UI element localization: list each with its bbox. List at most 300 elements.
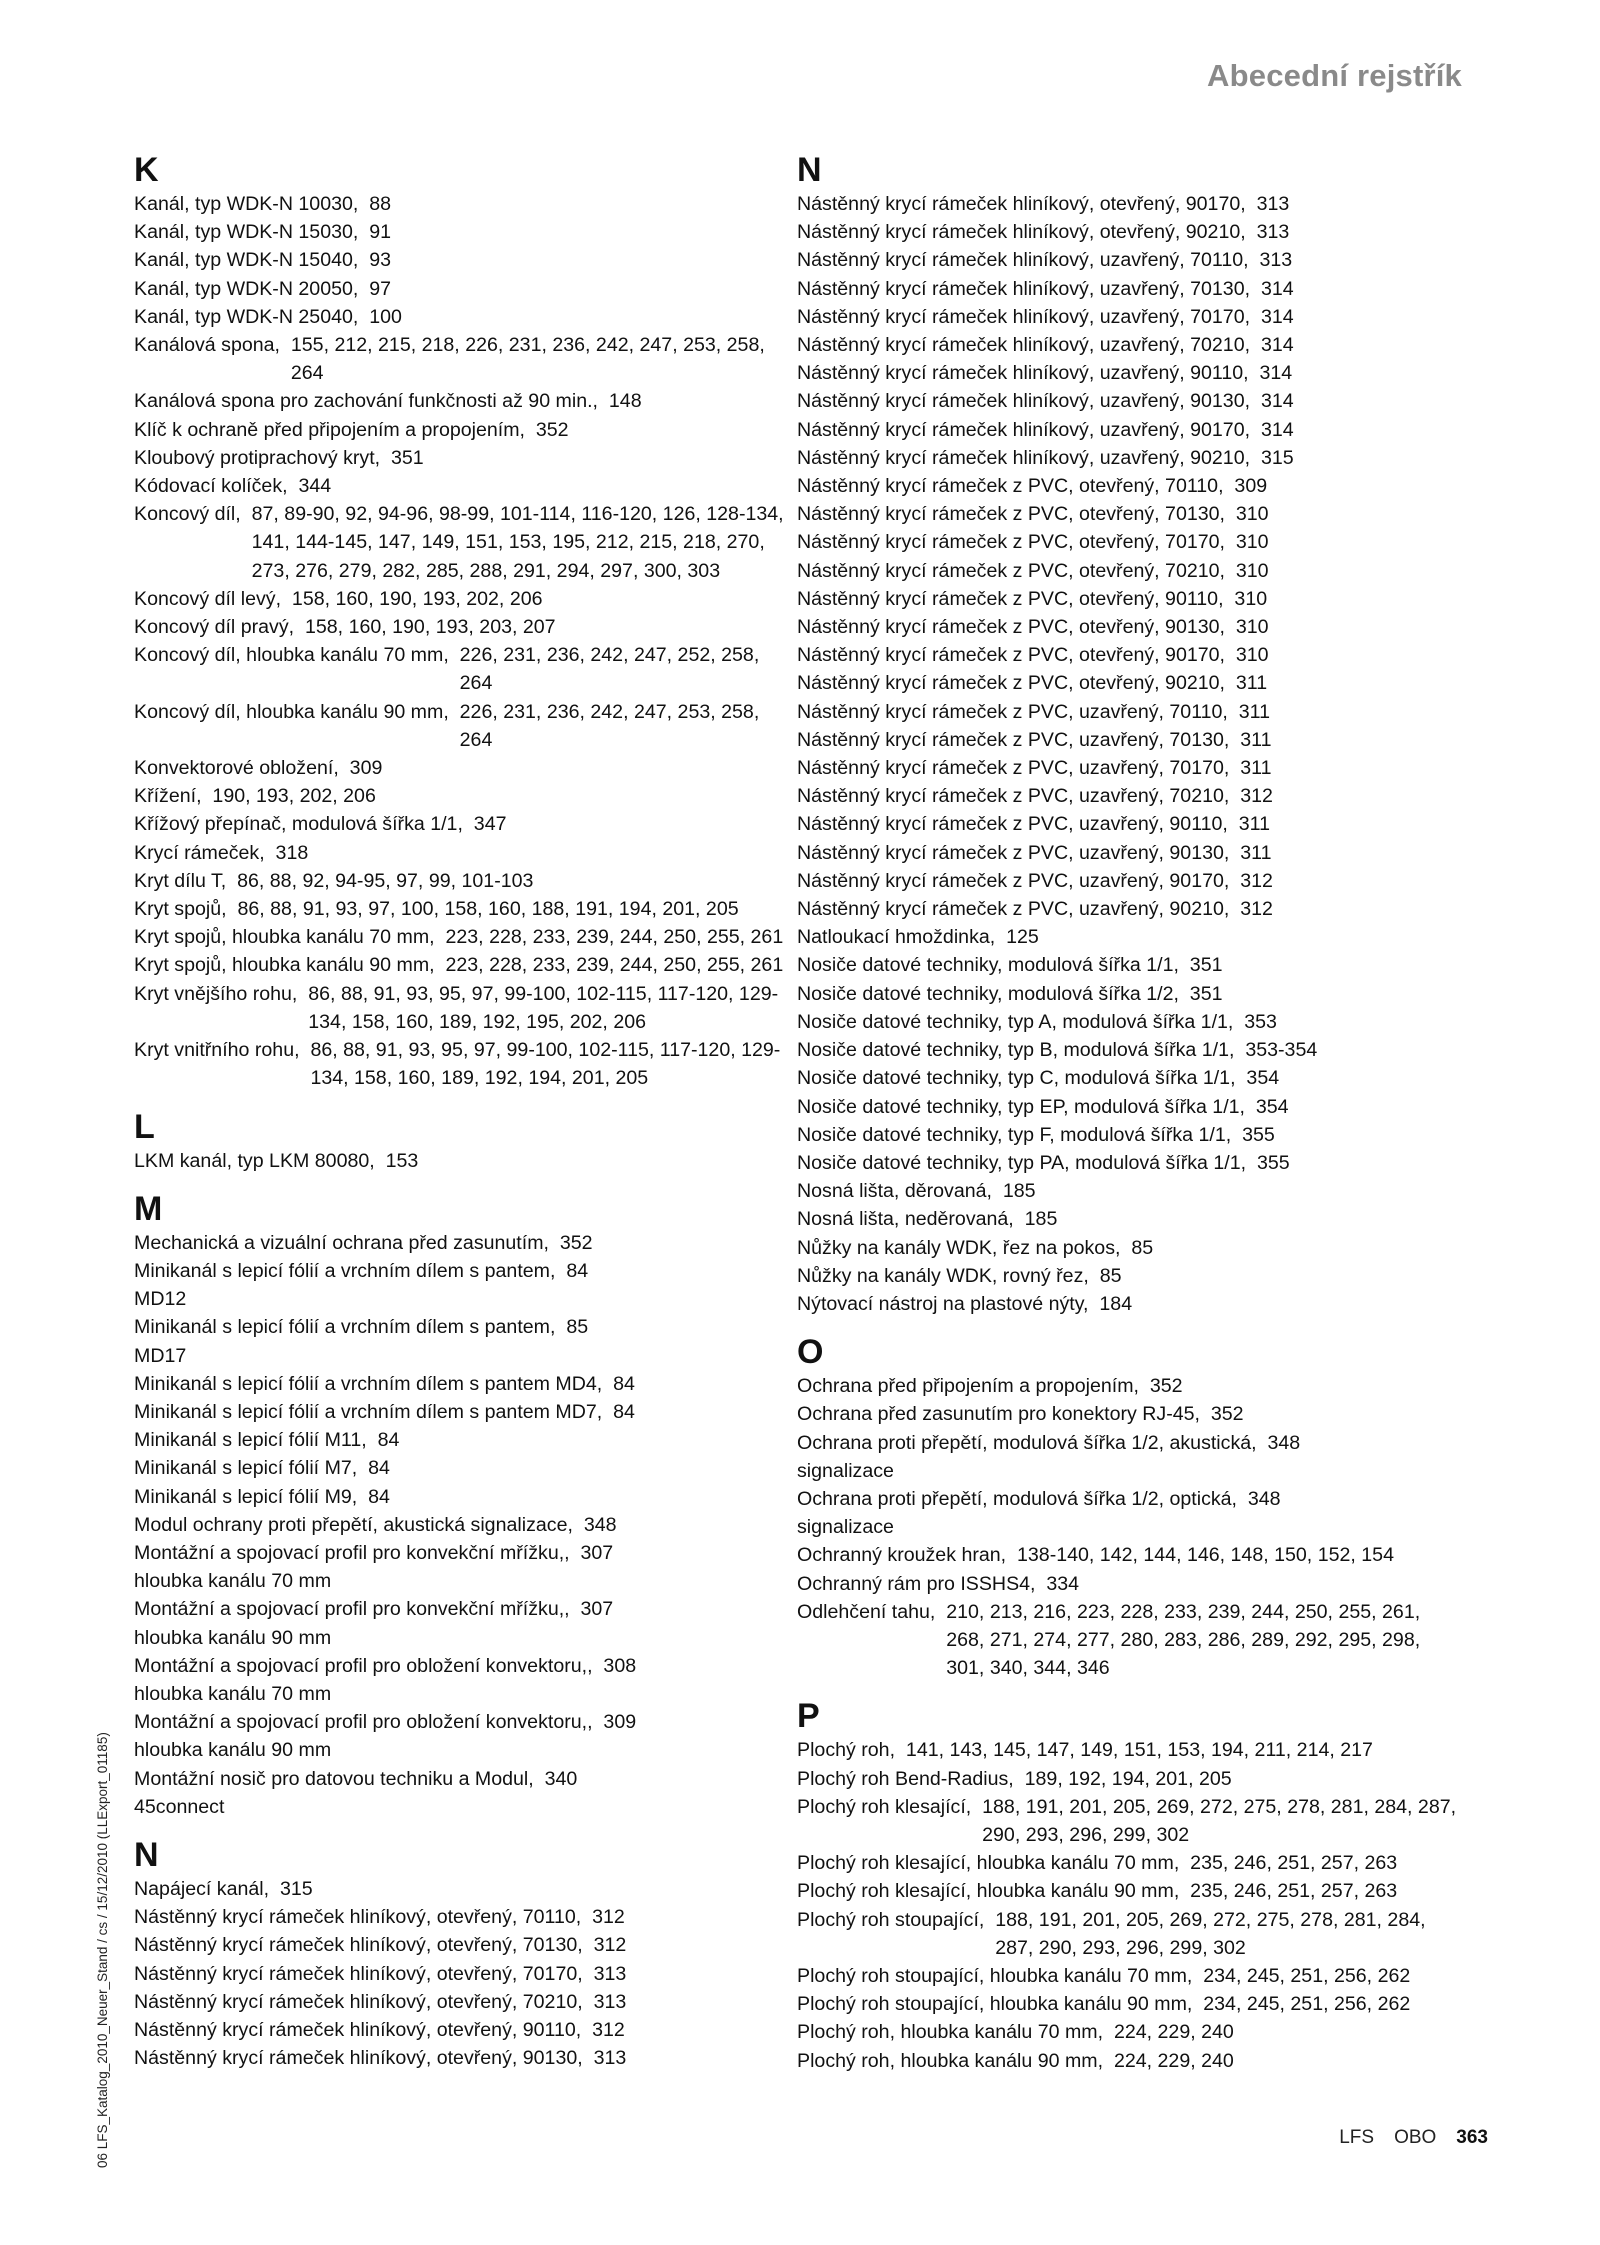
- entry-term: Nosiče datové techniky, typ A, modulová šířka 1/1,: [797, 1010, 1234, 1033]
- entry-pages: 352: [1149, 1375, 1183, 1398]
- entry-pages: 86, 88, 91, 93, 97, 100, 158, 160, 188, 191, 194, 201, 205: [237, 898, 739, 921]
- index-entry: [797, 528, 1457, 556]
- page-number: 363: [1456, 2127, 1488, 2148]
- index-entry: [797, 669, 1457, 697]
- index-entry: [797, 1177, 1457, 1205]
- entry-term: Nůžky na kanály WDK, řez na pokos,: [797, 1236, 1121, 1259]
- entry-term: Koncový díl, hloubka kanálu 70 mm,: [134, 644, 449, 667]
- entry-pages: 314: [1260, 277, 1294, 300]
- index-entry: [797, 1008, 1457, 1036]
- index-entry: [797, 613, 1457, 641]
- entry-term: Nosiče datové techniky, modulová šířka 1/1,: [797, 954, 1179, 977]
- entry-pages: 310: [1235, 503, 1269, 526]
- entry-pages: 309: [1234, 475, 1268, 498]
- entry-pages: 351: [391, 446, 424, 469]
- entry-term: Nosiče datové techniky, typ PA, modulová šířka 1/1,: [797, 1151, 1247, 1174]
- entry-pages: 312: [592, 1906, 625, 1929]
- index-column-left: [134, 150, 794, 2086]
- entry-pages: 155, 212, 215, 218, 226, 231, 236, 242, 247, 253, 258, 264: [290, 334, 765, 385]
- index-entry: [797, 1598, 1457, 1683]
- entry-pages: 148: [608, 390, 642, 413]
- entry-term: Montážní a spojovací profil pro konvekční mřížku,,: [134, 1598, 570, 1621]
- entry-pages: 210, 213, 216, 223, 228, 233, 239, 244, 250, 255, 261, 268, 271, 274, 277, 280, 283, 286, 289, 292, 295, 298, 301, 340, 344, 346: [946, 1600, 1421, 1680]
- entry-pages: 312: [1240, 785, 1273, 808]
- entry-term: Nástěnný krycí rámeček z PVC, uzavřený, 70110,: [797, 700, 1228, 723]
- index-entry: [797, 359, 1457, 387]
- entry-term: Modul ochrany proti přepětí, akustická signalizace,: [134, 1513, 573, 1536]
- index-entry: [797, 1064, 1457, 1092]
- index-entry: [134, 1931, 794, 1959]
- index-section: [797, 1332, 1457, 1682]
- entry-term: Nástěnný krycí rámeček z PVC, otevřený, 70110,: [797, 475, 1224, 498]
- entry-term: Kryt dílu T,: [134, 869, 227, 892]
- index-entry: [797, 557, 1457, 585]
- entry-pages: 313: [593, 2047, 627, 2070]
- index-entry: [797, 416, 1457, 444]
- entry-term: Nástěnný krycí rámeček z PVC, uzavřený, 90170,: [797, 869, 1230, 892]
- entry-term-continuation: signalizace: [797, 1459, 894, 1482]
- entry-pages: 125: [1006, 926, 1039, 949]
- entry-term: Nástěnný krycí rámeček z PVC, otevřený, 90110,: [797, 587, 1224, 610]
- entry-term: Nástěnný krycí rámeček hliníkový, uzavřený, 90170,: [797, 418, 1251, 441]
- entry-term: Nástěnný krycí rámeček z PVC, uzavřený, 90130,: [797, 841, 1230, 864]
- index-entry: [134, 303, 794, 331]
- index-entry: [797, 1400, 1457, 1428]
- index-entry: [797, 1372, 1457, 1400]
- entry-pages: 93: [369, 249, 392, 272]
- index-column-right: [797, 150, 1457, 2089]
- entry-pages: 313: [1256, 221, 1290, 244]
- index-entry: [797, 1234, 1457, 1262]
- index-entry: [134, 923, 794, 951]
- entry-pages: 312: [1240, 898, 1273, 921]
- entry-term: Minikanál s lepicí fólií M7,: [134, 1457, 358, 1480]
- entry-pages: 355: [1242, 1123, 1275, 1146]
- entry-pages: 85: [566, 1316, 589, 1339]
- entry-term: Kryt spojů, hloubka kanálu 90 mm,: [134, 954, 435, 977]
- entry-pages: 312: [592, 2018, 625, 2041]
- entry-pages: 348: [583, 1513, 617, 1536]
- entry-pages: 86, 88, 91, 93, 95, 97, 99-100, 102-115, 117-120, 129-134, 158, 160, 189, 192, 194, 201, 205: [310, 1039, 781, 1090]
- entry-term: Nástěnný krycí rámeček z PVC, otevřený, 70130,: [797, 503, 1225, 526]
- index-entry: [134, 980, 794, 1036]
- entry-term: Konvektorové obložení,: [134, 757, 339, 780]
- index-entry: [797, 782, 1457, 810]
- index-entry: [797, 923, 1457, 951]
- entry-term: Plochý roh Bend-Radius,: [797, 1767, 1014, 1790]
- page-title: Abecední rejstřík: [1207, 58, 1462, 93]
- entry-term: Nosiče datové techniky, modulová šířka 1/2,: [797, 982, 1179, 1005]
- entry-pages: 226, 231, 236, 242, 247, 253, 258, 264: [459, 700, 760, 751]
- entry-term: Kanál, typ WDK-N 20050,: [134, 277, 359, 300]
- index-entry: [134, 1426, 794, 1454]
- entry-term: Natloukací hmoždinka,: [797, 926, 996, 949]
- index-entry: [797, 472, 1457, 500]
- index-entry: [797, 698, 1457, 726]
- entry-pages: 354: [1255, 1095, 1289, 1118]
- index-entry: [134, 500, 794, 585]
- entry-term: Nástěnný krycí rámeček hliníkový, uzavřený, 70210,: [797, 334, 1251, 357]
- entry-term: Montážní a spojovací profil pro obložení konvektoru,,: [134, 1654, 593, 1677]
- entry-term: Nástěnný krycí rámeček hliníkový, otevřený, 90210,: [797, 221, 1246, 244]
- entry-term: Plochý roh, hloubka kanálu 90 mm,: [797, 2049, 1104, 2072]
- entry-term: Plochý roh stoupající,: [797, 1908, 985, 1931]
- section-letter: L: [134, 1107, 155, 1146]
- index-entry: [134, 613, 794, 641]
- entry-term: Kanál, typ WDK-N 25040,: [134, 305, 359, 328]
- index-entry: [134, 387, 794, 415]
- index-entry: [134, 1147, 794, 1175]
- entry-pages: 334: [1046, 1572, 1080, 1595]
- entry-term-continuation: MD12: [134, 1288, 187, 1311]
- entry-pages: 189, 192, 194, 201, 205: [1024, 1767, 1232, 1790]
- entry-term: Nástěnný krycí rámeček hliníkový, otevřený, 90170,: [797, 193, 1246, 215]
- index-entry: [134, 585, 794, 613]
- entry-pages: 190, 193, 202, 206: [212, 785, 376, 808]
- entry-pages: 352: [559, 1231, 593, 1254]
- index-entry: [134, 1257, 794, 1285]
- index-entry: [797, 1765, 1457, 1793]
- index-entry: [797, 246, 1457, 274]
- entry-term: Plochý roh stoupající, hloubka kanálu 70 mm,: [797, 1964, 1193, 1987]
- index-entry: [134, 810, 794, 838]
- index-entry: [797, 1906, 1457, 1962]
- index-entry: [797, 980, 1457, 1008]
- entry-term: Kanál, typ WDK-N 10030,: [134, 193, 359, 215]
- entry-pages: 340: [544, 1767, 578, 1790]
- entry-pages: 185: [1002, 1180, 1036, 1203]
- index-entry: [134, 190, 794, 218]
- index-entry: [797, 275, 1457, 303]
- entry-pages: 310: [1235, 616, 1269, 639]
- entry-term: Minikanál s lepicí fólií a vrchním dílem s pantem MD4,: [134, 1372, 603, 1395]
- index-entry: [797, 1262, 1457, 1290]
- entry-term: Napájecí kanál,: [134, 1877, 270, 1900]
- entry-term: Nástěnný krycí rámeček hliníkový, uzavřený, 90210,: [797, 446, 1251, 469]
- entry-term: Nosná lišta, neděrovaná,: [797, 1208, 1014, 1231]
- entry-pages: 141, 143, 145, 147, 149, 151, 153, 194, 211, 214, 217: [905, 1739, 1373, 1762]
- entry-term: Nástěnný krycí rámeček z PVC, otevřený, 70170,: [797, 531, 1225, 554]
- index-entry: [134, 1765, 794, 1793]
- entry-term: Montážní a spojovací profil pro obložení konvektoru,,: [134, 1711, 593, 1734]
- index-entry: [134, 1483, 794, 1511]
- entry-term: Kryt spojů,: [134, 898, 227, 921]
- index-entry: [797, 387, 1457, 415]
- index-entry: [134, 1875, 794, 1903]
- index-entry: [134, 1539, 794, 1567]
- entry-term: Nástěnný krycí rámeček z PVC, otevřený, 70210,: [797, 559, 1225, 582]
- entry-term: Nástěnný krycí rámeček hliníkový, otevřený, 90130,: [134, 2047, 583, 2070]
- entry-pages: 307: [580, 1541, 614, 1564]
- entry-pages: 84: [566, 1259, 589, 1282]
- entry-pages: 88: [369, 193, 392, 215]
- entry-pages: 348: [1267, 1431, 1301, 1454]
- entry-term-continuation: signalizace: [797, 1516, 894, 1539]
- entry-term: Koncový díl,: [134, 503, 241, 526]
- entry-term-continuation: hloubka kanálu 90 mm: [134, 1739, 332, 1762]
- entry-term: Ochrana proti přepětí, modulová šířka 1/2, optická,: [797, 1487, 1237, 1510]
- entry-term: Plochý roh klesající, hloubka kanálu 70 mm,: [797, 1852, 1180, 1875]
- entry-term: Nástěnný krycí rámeček z PVC, uzavřený, 90110,: [797, 813, 1228, 836]
- index-entry: [134, 246, 794, 274]
- entry-pages: 312: [1240, 869, 1273, 892]
- index-entry: [134, 1988, 794, 2016]
- entry-pages: 311: [1240, 728, 1272, 751]
- entry-pages: 91: [369, 221, 392, 244]
- index-entry: [797, 1093, 1457, 1121]
- index-entry: [134, 1708, 794, 1736]
- entry-term: Nástěnný krycí rámeček hliníkový, otevřený, 70170,: [134, 1962, 583, 1985]
- entry-term-continuation: hloubka kanálu 90 mm: [134, 1626, 332, 1649]
- entry-pages: 348: [1247, 1487, 1281, 1510]
- index-entry: [134, 1511, 794, 1539]
- entry-term: Nosiče datové techniky, typ B, modulová šířka 1/1,: [797, 1039, 1235, 1062]
- index-entry: [797, 1736, 1457, 1764]
- entry-term: Minikanál s lepicí fólií M11,: [134, 1429, 367, 1452]
- entry-pages: 318: [275, 841, 309, 864]
- entry-pages: 85: [1099, 1264, 1122, 1287]
- entry-pages: 87, 89-90, 92, 94-96, 98-99, 101-114, 116-120, 126, 128-134, 141, 144-145, 147, 149, 151, 153, 195, 212, 215, 218, 270, 273, 276, 279, 282, 285, 288, 291, 294, 297, 300, 303: [251, 503, 784, 582]
- entry-pages: 86, 88, 92, 94-95, 97, 99, 101-103: [237, 869, 534, 892]
- entry-pages: 309: [349, 757, 383, 780]
- entry-pages: 97: [369, 277, 392, 300]
- entry-pages: 84: [613, 1400, 635, 1423]
- entry-pages: 307: [580, 1598, 614, 1621]
- index-entry: [134, 1903, 794, 1931]
- entry-term: Kloubový protiprachový kryt,: [134, 446, 381, 469]
- index-section: [797, 150, 1457, 1318]
- entry-term: Nástěnný krycí rámeček hliníkový, otevřený, 70110,: [134, 1906, 582, 1929]
- entry-pages: 184: [1099, 1292, 1133, 1315]
- entry-term: Kódovací kolíček,: [134, 475, 288, 498]
- entry-term: Nástěnný krycí rámeček hliníkový, uzavřený, 70110,: [797, 249, 1249, 272]
- section-letter: K: [134, 151, 159, 189]
- index-entry: [797, 585, 1457, 613]
- index-entry: [134, 951, 794, 979]
- entry-pages: 311: [1240, 841, 1272, 864]
- entry-term: Ochrana před zasunutím pro konektory RJ-45,: [797, 1403, 1200, 1426]
- entry-term: LKM kanál, typ LKM 80080,: [134, 1149, 375, 1172]
- section-letter: O: [797, 1333, 824, 1372]
- index-entry: [134, 1398, 794, 1426]
- entry-pages: 310: [1235, 531, 1269, 554]
- entry-term: Nástěnný krycí rámeček z PVC, uzavřený, 70130,: [797, 728, 1230, 751]
- entry-pages: 311: [1238, 813, 1271, 836]
- index-section: [797, 1696, 1457, 2074]
- entry-pages: 158, 160, 190, 193, 202, 206: [291, 587, 543, 610]
- index-entry: [797, 1877, 1457, 1905]
- index-entry: [134, 444, 794, 472]
- entry-pages: 313: [1256, 193, 1290, 215]
- index-entry: [797, 951, 1457, 979]
- entry-pages: 352: [1210, 1403, 1244, 1426]
- entry-term: Ochranný kroužek hran,: [797, 1544, 1007, 1567]
- entry-term: Ochrana před připojením a propojením,: [797, 1375, 1139, 1398]
- entry-pages: 226, 231, 236, 242, 247, 252, 258, 264: [459, 644, 760, 695]
- entry-term: Nástěnný krycí rámeček hliníkový, otevřený, 70210,: [134, 1990, 583, 2013]
- index-entry: [134, 1960, 794, 1988]
- index-entry: [797, 1990, 1457, 2018]
- entry-term: Ochrana proti přepětí, modulová šířka 1/2, akustická,: [797, 1431, 1257, 1454]
- entry-term: Nosiče datové techniky, typ EP, modulová šířka 1/1,: [797, 1095, 1245, 1118]
- entry-term-continuation: MD17: [134, 1344, 187, 1367]
- entry-pages: 312: [593, 1934, 627, 1957]
- entry-term: Koncový díl, hloubka kanálu 90 mm,: [134, 700, 449, 723]
- entry-pages: 224, 229, 240: [1113, 2049, 1234, 2072]
- index-entry: [797, 1205, 1457, 1233]
- entry-term: Nosiče datové techniky, typ F, modulová šířka 1/1,: [797, 1123, 1232, 1146]
- index-entry: [134, 1229, 794, 1257]
- entry-term: Koncový díl pravý,: [134, 616, 295, 639]
- entry-term: Kanálová spona,: [134, 334, 280, 357]
- entry-pages: 235, 246, 251, 257, 263: [1190, 1852, 1398, 1875]
- entry-term: Nástěnný krycí rámeček z PVC, otevřený, 90170,: [797, 644, 1225, 667]
- entry-term: Plochý roh, hloubka kanálu 70 mm,: [797, 2021, 1104, 2044]
- index-entry: [134, 895, 794, 923]
- entry-term: Kanálová spona pro zachování funkčnosti až 90 min.,: [134, 390, 599, 413]
- index-entry: [134, 754, 794, 782]
- index-entry: [134, 218, 794, 246]
- index-entry: [134, 698, 794, 754]
- entry-term: Plochý roh,: [797, 1739, 896, 1762]
- entry-term: Plochý roh stoupající, hloubka kanálu 90 mm,: [797, 1993, 1193, 2016]
- entry-pages: 84: [377, 1429, 400, 1452]
- entry-term: Nástěnný krycí rámeček z PVC, otevřený, 90210,: [797, 672, 1225, 695]
- entry-pages: 311: [1235, 672, 1268, 695]
- index-entry: [134, 416, 794, 444]
- entry-pages: 84: [613, 1372, 635, 1395]
- index-entry: [797, 810, 1457, 838]
- entry-term: Koncový díl levý,: [134, 587, 282, 610]
- entry-term: Minikanál s lepicí fólií a vrchním dílem s pantem,: [134, 1316, 556, 1339]
- entry-pages: 224, 229, 240: [1113, 2021, 1234, 2044]
- entry-pages: 315: [279, 1877, 313, 1900]
- entry-pages: 158, 160, 190, 193, 203, 207: [304, 616, 556, 639]
- entry-pages: 153: [385, 1149, 419, 1172]
- index-entry: [134, 2016, 794, 2044]
- entry-pages: 223, 228, 233, 239, 244, 250, 255, 261: [445, 954, 784, 977]
- entry-term: Nástěnný krycí rámeček z PVC, uzavřený, 90210,: [797, 898, 1230, 921]
- index-entry: [797, 1541, 1457, 1569]
- index-entry: [797, 444, 1457, 472]
- entry-pages: 308: [603, 1654, 637, 1677]
- entry-term: Odlehčení tahu,: [797, 1600, 936, 1623]
- index-entry: [134, 1370, 794, 1398]
- entry-pages: 353: [1244, 1010, 1277, 1033]
- section-letter: P: [797, 1697, 820, 1736]
- index-entry: [134, 331, 794, 387]
- index-entry: [797, 1793, 1457, 1849]
- index-entry: [134, 1652, 794, 1680]
- entry-term: Křížení,: [134, 785, 202, 808]
- index-entry: [134, 782, 794, 810]
- entry-pages: 354: [1246, 1067, 1280, 1090]
- index-section: [134, 150, 794, 1093]
- index-entry: [797, 500, 1457, 528]
- entry-term: Kanál, typ WDK-N 15030,: [134, 221, 359, 244]
- index-entry: [797, 1570, 1457, 1598]
- entry-term: Nosná lišta, děrovaná,: [797, 1180, 992, 1203]
- entry-pages: 234, 245, 251, 256, 262: [1203, 1964, 1411, 1987]
- index-entry: [134, 472, 794, 500]
- index-section: [134, 1107, 794, 1175]
- index-entry: [797, 1036, 1457, 1064]
- entry-pages: 84: [368, 1485, 390, 1508]
- entry-term-continuation: hloubka kanálu 70 mm: [134, 1682, 332, 1705]
- entry-term: Nosiče datové techniky, typ C, modulová šířka 1/1,: [797, 1067, 1236, 1090]
- index-entry: [797, 331, 1457, 359]
- index-entry: [797, 839, 1457, 867]
- index-entry: [797, 726, 1457, 754]
- entry-term: Nástěnný krycí rámeček hliníkový, uzavřený, 90110,: [797, 362, 1249, 385]
- entry-pages: 311: [1240, 757, 1272, 780]
- entry-term: Nástěnný krycí rámeček hliníkový, uzavřený, 90130,: [797, 390, 1251, 413]
- entry-pages: 314: [1260, 305, 1294, 328]
- index-entry: [134, 1454, 794, 1482]
- entry-term: Plochý roh klesající,: [797, 1795, 972, 1818]
- entry-pages: 313: [1259, 249, 1293, 272]
- entry-pages: 138-140, 142, 144, 146, 148, 150, 152, 154: [1017, 1544, 1394, 1567]
- entry-pages: 310: [1235, 644, 1269, 667]
- index-entry: [797, 867, 1457, 895]
- entry-pages: 185: [1024, 1208, 1058, 1231]
- index-entry: [797, 2047, 1457, 2075]
- entry-pages: 310: [1235, 559, 1269, 582]
- entry-term: Nýtovací nástroj na plastové nýty,: [797, 1292, 1089, 1315]
- index-entry: [797, 218, 1457, 246]
- entry-term: Nástěnný krycí rámeček hliníkový, otevřený, 90110,: [134, 2018, 582, 2041]
- entry-term: Nástěnný krycí rámeček hliníkový, uzavřený, 70170,: [797, 305, 1251, 328]
- entry-term: Montážní nosič pro datovou techniku a Modul,: [134, 1767, 534, 1790]
- entry-pages: 313: [593, 1962, 627, 1985]
- catalog-export-note: 06 LFS_Katalog_2010_Neuer_Stand / cs / 15/12/2010 (LLExport_01185): [95, 1732, 110, 2168]
- entry-term: Mechanická a vizuální ochrana před zasunutím,: [134, 1231, 549, 1254]
- index-entry: [797, 303, 1457, 331]
- index-entry: [134, 1036, 794, 1092]
- entry-pages: 188, 191, 201, 205, 269, 272, 275, 278, 281, 284, 287, 290, 293, 296, 299, 302: [995, 1908, 1426, 1959]
- entry-term: Ochranný rám pro ISSHS4,: [797, 1572, 1036, 1595]
- entry-pages: 234, 245, 251, 256, 262: [1203, 1993, 1411, 2016]
- index-entry: [134, 641, 794, 697]
- entry-term: Kryt spojů, hloubka kanálu 70 mm,: [134, 926, 435, 949]
- entry-term: Minikanál s lepicí fólií a vrchním dílem s pantem MD7,: [134, 1400, 603, 1423]
- index-entry: [797, 641, 1457, 669]
- entry-term: Nástěnný krycí rámeček z PVC, otevřený, 90130,: [797, 616, 1225, 639]
- index-entry: [797, 1149, 1457, 1177]
- page-footer: [1339, 2127, 1488, 2149]
- index-entry: [134, 839, 794, 867]
- entry-term-continuation: hloubka kanálu 70 mm: [134, 1570, 332, 1593]
- index-entry: [134, 1595, 794, 1623]
- entry-term: Plochý roh klesající, hloubka kanálu 90 mm,: [797, 1880, 1180, 1903]
- entry-term: Nástěnný krycí rámeček hliníkový, uzavřený, 70130,: [797, 277, 1251, 300]
- index-entry: [797, 895, 1457, 923]
- index-entry: [797, 2018, 1457, 2046]
- entry-pages: 313: [593, 1990, 627, 2013]
- index-entry: [797, 190, 1457, 218]
- entry-pages: 311: [1238, 700, 1271, 723]
- section-letter: N: [797, 151, 822, 189]
- entry-pages: 188, 191, 201, 205, 269, 272, 275, 278, 281, 284, 287, 290, 293, 296, 299, 302: [982, 1795, 1457, 1846]
- entry-term: Klíč k ochraně před připojením a propojením,: [134, 418, 525, 441]
- entry-pages: 353-354: [1245, 1039, 1318, 1062]
- entry-term: Nástěnný krycí rámeček hliníkový, otevřený, 70130,: [134, 1934, 583, 1957]
- entry-pages: 85: [1131, 1236, 1154, 1259]
- entry-pages: 344: [298, 475, 332, 498]
- entry-pages: 235, 246, 251, 257, 263: [1190, 1880, 1398, 1903]
- entry-term: Krycí rámeček,: [134, 841, 265, 864]
- index-section: [134, 1189, 794, 1821]
